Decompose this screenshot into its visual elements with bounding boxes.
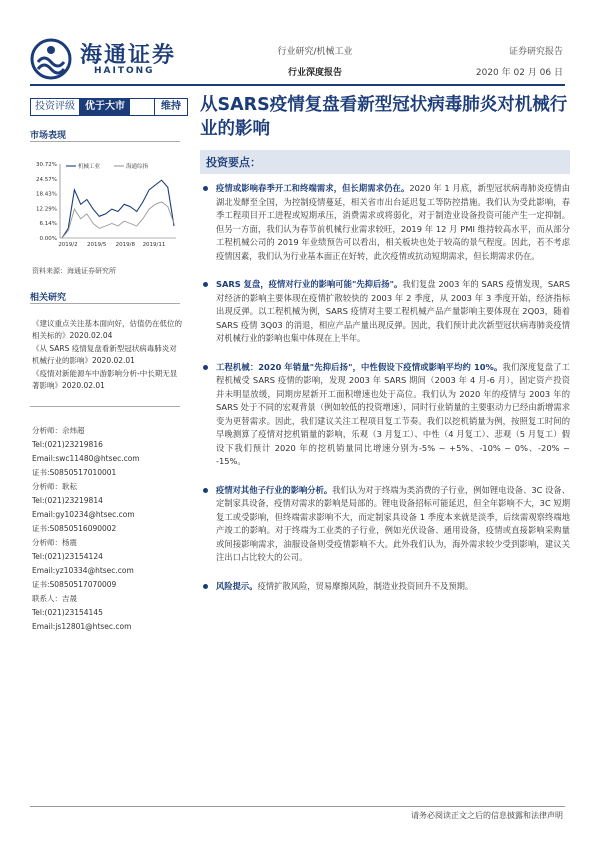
rating-value: 优于大市 [80, 99, 130, 115]
haitong-logo [30, 36, 180, 82]
series-line [62, 202, 174, 238]
rating-box [30, 98, 188, 116]
related-heading: 相关研究 [30, 293, 67, 303]
rating-action: 维持 [154, 99, 187, 115]
analyst-entry [32, 592, 182, 634]
analyst-cert: 证书:S0850516090002 [32, 524, 117, 533]
analyst-email[interactable]: Email:js12801@htsec.com [32, 622, 132, 631]
analyst-entry [32, 424, 182, 480]
analyst-email[interactable]: Email:swc11480@htsec.com [32, 454, 140, 463]
bullet-icon [203, 186, 208, 191]
key-point-body: 我们深度复盘了工程机械受 SARS 疫情的影响，发现 2003 年 SARS 期间（2003 年 4 月-6 月），固定资产投资并未明显放缓，同期房屋新开工面积增速也处于高位。我们认为 2020 年的疫情与 2003 年的 SARS 处于不同的宏观背景（例如较低的投资增速），同时行业销量的主要驱动力已经由新增需求变为更替需求。因此，我们建议关注工程项目复工节奏。我们以挖机销量为例，按照复工时间的早晚测算了疫情对挖机销量的影响，乐观（3 月复工）、中性（4 月复工）、悲观（5 月复工）假设下我们预计 2020 年的挖机销量同比增速分别为-5% ~ +5%、-10% ~ 0%、-20% ~ -15%。 [216, 361, 570, 466]
x-tick-label: 2019/8 [115, 242, 136, 248]
related-item[interactable]: 《疫情对新能源车中游影响分析-中长期无显著影响》2020.02.01 [32, 369, 178, 390]
key-point-paragraph [200, 182, 570, 263]
y-tick-label: 6.14% [39, 221, 57, 228]
key-point-paragraph [200, 361, 570, 469]
haitong-logo-icon [30, 38, 72, 80]
x-tick-label: 2019/5 [86, 242, 107, 248]
related-research-list [32, 318, 182, 393]
report-label: 证券研究报告 [508, 47, 563, 57]
key-point-lead: 疫情对其他子行业的影响分析。 [216, 484, 333, 495]
related-item[interactable]: 《建议重点关注基本面向好，估值仍在低位的相关标的》2020.02.04 [32, 319, 182, 340]
y-tick-label: 12.29% [36, 206, 57, 213]
sidebar-divider [30, 141, 180, 142]
header-center [250, 44, 380, 78]
key-point-body: 2020 年 1 月底，新型冠状病毒肺炎疫情由湖北发酵至全国，为控制疫情蔓延，相关省市出台延迟复工等防控措施。我们认为受此影响，春季工程项目开工进程或短期承压，消费需求或将弱化，对于制造业设备投资可能产生一定抑制。但另一方面，我们认为春节前机械行业需求较旺，2019 年 12 月 PMI 维持较高水平，而从部分工程机械公司的 2019 年业绩预告可以看出，相关板块也处于较高的景气程度。因此，若不考虑疫情因素，我们认为行业基本面正在好转，此次疫情或抗动短期需求，但长期需求仍在。 [216, 183, 570, 261]
y-tick-label: 0.00% [39, 236, 57, 242]
bullet-icon [203, 584, 208, 589]
related-item[interactable]: 《从 SARS 疫情复盘看新型冠状病毒肺炎对机械行业的影响》2020.02.01 [32, 344, 177, 365]
key-point-body: 我们认为对于终端为类消费的子行业，例如锂电设备、3C 设备、定制家具设备，疫情对需求的影响是局部的。锂电设备招标可能延迟，但全年影响不大，3C 短期复工或受影响，但终端需求影响不大，而定制家具设备 1 季度本来就是淡季，后续需观察终端地产竣工的影响。对于终端为工业类的子行业，例如光伏设备、通用设备，疫情或直接影响采购量或间接影响需求，油服设备则受疫情影响不大。此外我们认为，海外需求较少受到影响，建议关注出口占比较大的公司。 [216, 484, 570, 562]
analyst-list [32, 424, 182, 634]
key-point-body: 疫情扩散风险，贸易摩擦风险，制造业投资回升不及预期。 [257, 580, 474, 591]
report-type: 行业深度报告 [287, 68, 342, 78]
analyst-cert: 证书:S0850517070009 [32, 580, 117, 589]
logo-english-text: HAITONG [94, 66, 155, 76]
key-points-bar [200, 150, 570, 174]
key-point-paragraph [200, 580, 570, 594]
key-point-body: 我们复盘 2003 年的 SARS 疫情发现，SARS 对经济的影响主要体现在疫情扩散较快的 2003 年 2 季度，从 2003 年 3 季度开始，经济指标出现反弹。以工程机械为例，SARS 疫情对主要工程机械产品产量影响主要体现在 2Q03，随着 SARS 疫情 3Q03 的消退，相应产品产量出现反弹。因此，我们预计此次新型冠状病毒肺炎疫情对机械行业的影响也集中体现在上半年。 [216, 279, 571, 343]
key-point-lead: 疫情或影响春季开工和终端需求，但长期需求仍在。 [216, 183, 410, 193]
y-tick-label: 18.43% [36, 191, 57, 198]
key-point-lead: 风险提示。 [216, 580, 258, 591]
analyst-tel: Tel:(021)23154145 [32, 608, 103, 617]
report-title: 从SARS疫情复盘看新型冠状病毒肺炎对机械行业的影响 [200, 95, 568, 139]
analyst-tel: Tel:(021)23219816 [32, 440, 103, 449]
analyst-tel: Tel:(021)23219814 [32, 496, 103, 505]
key-point-paragraph [200, 278, 570, 346]
series-line [62, 180, 174, 238]
analyst-email[interactable]: Email:gy10234@htsec.com [32, 510, 135, 519]
bullet-icon [203, 282, 208, 287]
report-date: 2020 年 02 月 06 日 [475, 68, 563, 78]
sidebar-divider [30, 303, 180, 304]
key-points-heading: 投资要点： [206, 156, 261, 169]
y-tick-label: 24.57% [36, 176, 57, 183]
key-point-paragraph [200, 484, 570, 565]
key-point-lead: 工程机械：2020 年销量"先抑后扬"，中性假设下疫情或影响平均约 10%。 [216, 361, 503, 372]
bullet-icon [203, 488, 208, 493]
footer-divider [30, 806, 565, 807]
header-divider [30, 84, 565, 86]
bullet-icon [203, 365, 208, 370]
analyst-name: 分析师：耿耘 [32, 482, 77, 491]
analyst-name: 分析师：杨震 [32, 538, 77, 547]
market-heading: 市场表现 [30, 131, 67, 141]
market-chart [30, 158, 180, 262]
legend-label: 海通综指 [126, 164, 149, 170]
analyst-cert: 证书:S0850517010001 [32, 468, 117, 477]
key-point-lead: SARS 复盘，疫情对行业的影响可能"先抑后扬"。 [216, 279, 403, 289]
legend-label: 机械工业 [78, 164, 101, 170]
header-right [476, 44, 563, 78]
logo-chinese-text: 海通证券 [80, 42, 177, 68]
analyst-name: 联系人：吉晟 [32, 594, 77, 603]
analyst-entry [32, 536, 182, 592]
rating-label: 投资评级 [31, 99, 80, 115]
analyst-tel: Tel:(021)23154124 [32, 552, 103, 561]
market-chart-svg [30, 158, 180, 262]
x-tick-label: 2019/11 [142, 242, 166, 248]
x-tick-label: 2019/2 [58, 242, 78, 248]
analyst-email[interactable]: Email:yz10334@htsec.com [32, 566, 134, 575]
report-category: 行业研究/机械工业 [277, 47, 353, 57]
footer-disclaimer: 请务必阅读正文之后的信息披露和法律声明 [411, 811, 563, 820]
sidebar-divider [30, 406, 180, 407]
chart-source: 资料来源：海通证券研究所 [32, 267, 116, 275]
y-tick-label: 30.72% [36, 162, 57, 168]
key-points-body [200, 182, 570, 608]
analyst-name: 分析师：佘炜超 [32, 426, 85, 435]
analyst-entry [32, 480, 182, 536]
